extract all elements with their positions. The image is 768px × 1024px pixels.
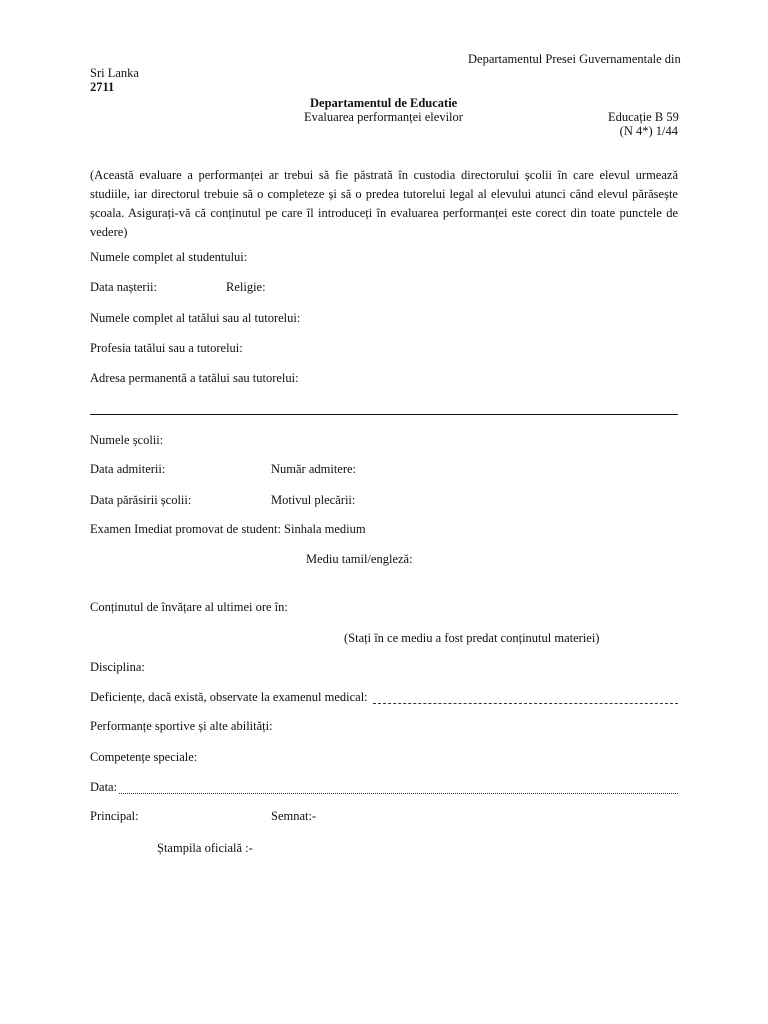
country-label: Sri Lanka	[90, 66, 139, 80]
document-number: 2711	[90, 80, 115, 94]
press-department-label: Departamentul Presei Guvernamentale din	[468, 52, 681, 66]
form-title: Evaluarea performanței elevilor	[304, 110, 463, 124]
permanent-address-field: Adresa permanentă a tatălui sau tutorelui:	[90, 371, 299, 385]
date-fill-line	[119, 793, 678, 794]
leaving-reason-field: Motivul plecării:	[271, 493, 356, 507]
instructions-paragraph: (Această evaluare a performanței ar trebui să fie păstrată în custodia directorului școlii în care elevul urmează studiile, iar directorul trebuie să o completeze și să o predea tutorelui legal al elevului atunci când elevul părăsește școala. Asigurați-vă că conținutul pe care îl introduceți în evaluarea performanței este corect din toate punctele de vedere)	[90, 168, 678, 239]
tamil-english-medium-field: Mediu tamil/engleză:	[306, 552, 413, 566]
school-name-field: Numele școlii:	[90, 433, 164, 447]
leaving-date-field: Data părăsirii școlii:	[90, 493, 192, 507]
official-stamp-field: Ștampila oficială :-	[157, 841, 253, 855]
section-divider	[90, 414, 678, 415]
father-profession-field: Profesia tatălui sau a tutorelui:	[90, 341, 243, 355]
religion-field: Religie:	[226, 280, 266, 294]
last-content-field: Conținutul de învățare al ultimei ore în:	[90, 600, 288, 614]
principal-field: Principal:	[90, 809, 139, 823]
father-name-field: Numele complet al tatălui sau al tutorelui:	[90, 311, 301, 325]
education-department-title: Departamentul de Educatie	[310, 96, 458, 110]
exam-passed-field: Examen Imediat promovat de student: Sinhala medium	[90, 522, 366, 536]
student-name-field: Numele complet al studentului:	[90, 250, 248, 264]
form-reference: (N 4*) 1/44	[619, 124, 678, 138]
birth-date-field: Data nașterii:	[90, 280, 157, 294]
deficiencies-fill-line	[373, 703, 678, 704]
admission-number-field: Număr admitere:	[271, 462, 357, 476]
admission-date-field: Data admiterii:	[90, 462, 166, 476]
special-skills-field: Competențe speciale:	[90, 750, 198, 764]
deficiencies-field: Deficiențe, dacă există, observate la examenul medical:	[90, 690, 368, 704]
sports-abilities-field: Performanțe sportive și alte abilități:	[90, 719, 273, 733]
medium-note: (Stați în ce mediu a fost predat conținutul materiei)	[344, 631, 600, 645]
date-field: Data:	[90, 780, 118, 794]
signed-field: Semnat:-	[271, 809, 317, 823]
form-code: Educație B 59	[608, 110, 679, 124]
discipline-field: Disciplina:	[90, 660, 145, 674]
